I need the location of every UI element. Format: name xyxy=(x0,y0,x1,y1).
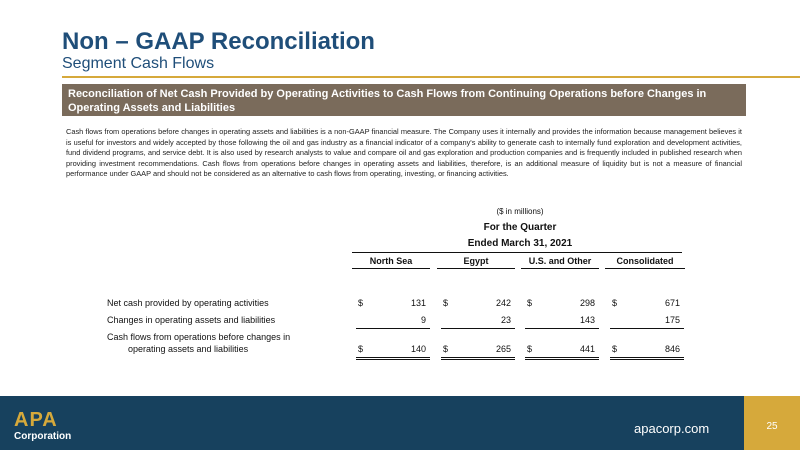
table-cell: 9 xyxy=(420,315,426,325)
page-number: 25 xyxy=(766,421,778,432)
currency-symbol: $ xyxy=(527,298,533,308)
table-cell: 441 xyxy=(579,344,595,354)
table-cell: 175 xyxy=(664,315,680,325)
currency-symbol: $ xyxy=(358,344,364,354)
logo-wordmark: APA xyxy=(14,409,58,431)
column-header-consolidated: Consolidated xyxy=(616,256,674,266)
row-label: Net cash provided by operating activities xyxy=(107,298,269,308)
currency-symbol: $ xyxy=(612,298,618,308)
row-label: Changes in operating assets and liabilities xyxy=(107,315,276,325)
currency-symbol: $ xyxy=(612,344,618,354)
column-header-us-other: U.S. and Other xyxy=(528,256,592,266)
total-double-underline xyxy=(525,357,599,358)
total-double-underline xyxy=(441,359,515,360)
banner-line-2: Operating Assets and Liabilities xyxy=(68,102,236,114)
description-paragraph: Cash flows from operations before changes in operating assets and liabilities is a non-GAAP financial measure. The Company uses it internally and provides the information because management believes it is useful for investors and widely accepted by those following the oil and gas industry as a financial indicator of a company's ability to generate cash to internally fund exploration and development activities, fund dividend programs, and service debt. It is also used by research analysts to value and compare oil and gas exploration and production companies and is frequently included in published research when providing investment recommendations. Cash flows from operations before changes in operating assets and liabilities, therefore, is an additional measure of liquidity but is not a measure of financial performance under GAAP and should not be considered as an alternative to cash flows from operating, investing, or financing activities. xyxy=(66,127,742,179)
table-cell: 131 xyxy=(410,298,426,308)
column-underline xyxy=(437,268,515,269)
table-cell: 671 xyxy=(664,298,680,308)
table-cell: 265 xyxy=(495,344,511,354)
period-line-1: For the Quarter xyxy=(483,222,557,233)
currency-symbol: $ xyxy=(358,298,364,308)
total-double-underline xyxy=(356,357,430,358)
period-line-2: Ended March 31, 2021 xyxy=(467,238,573,249)
currency-symbol: $ xyxy=(443,298,449,308)
units-label: ($ in millions) xyxy=(496,207,544,216)
row-label-continuation: operating assets and liabilities xyxy=(128,344,249,354)
subtotal-underline xyxy=(441,328,515,329)
row-label: Cash flows from operations before changes in xyxy=(107,332,291,342)
subtotal-underline xyxy=(525,328,599,329)
table-cell: 846 xyxy=(664,344,680,354)
total-double-underline xyxy=(525,359,599,360)
total-double-underline xyxy=(610,357,684,358)
column-header-north-sea: North Sea xyxy=(369,256,413,266)
page-number-box xyxy=(744,396,800,450)
total-double-underline xyxy=(610,359,684,360)
banner-line-1: Reconciliation of Net Cash Provided by Operating Activities to Cash Flows from Continuing Operations before Changes in xyxy=(68,88,707,100)
subtotal-underline xyxy=(610,328,684,329)
table-cell: 242 xyxy=(495,298,511,308)
section-banner xyxy=(62,84,746,116)
period-underline xyxy=(352,252,682,253)
column-underline xyxy=(605,268,685,269)
table-cell: 143 xyxy=(579,315,595,325)
title-divider xyxy=(62,76,800,78)
page-title: Non – GAAP Reconciliation xyxy=(62,28,375,55)
total-double-underline xyxy=(441,357,515,358)
table-cell: 140 xyxy=(410,344,426,354)
total-double-underline xyxy=(356,359,430,360)
table-cell: 23 xyxy=(500,315,511,325)
column-header-egypt: Egypt xyxy=(463,256,489,266)
currency-symbol: $ xyxy=(527,344,533,354)
subtotal-underline xyxy=(356,328,430,329)
logo-subtext: Corporation xyxy=(14,431,72,442)
currency-symbol: $ xyxy=(443,344,449,354)
column-underline xyxy=(352,268,430,269)
column-underline xyxy=(521,268,599,269)
page-subtitle: Segment Cash Flows xyxy=(62,55,215,72)
apa-logo xyxy=(12,407,72,445)
website-link[interactable]: apacorp.com xyxy=(634,421,710,436)
table-cell: 298 xyxy=(579,298,595,308)
